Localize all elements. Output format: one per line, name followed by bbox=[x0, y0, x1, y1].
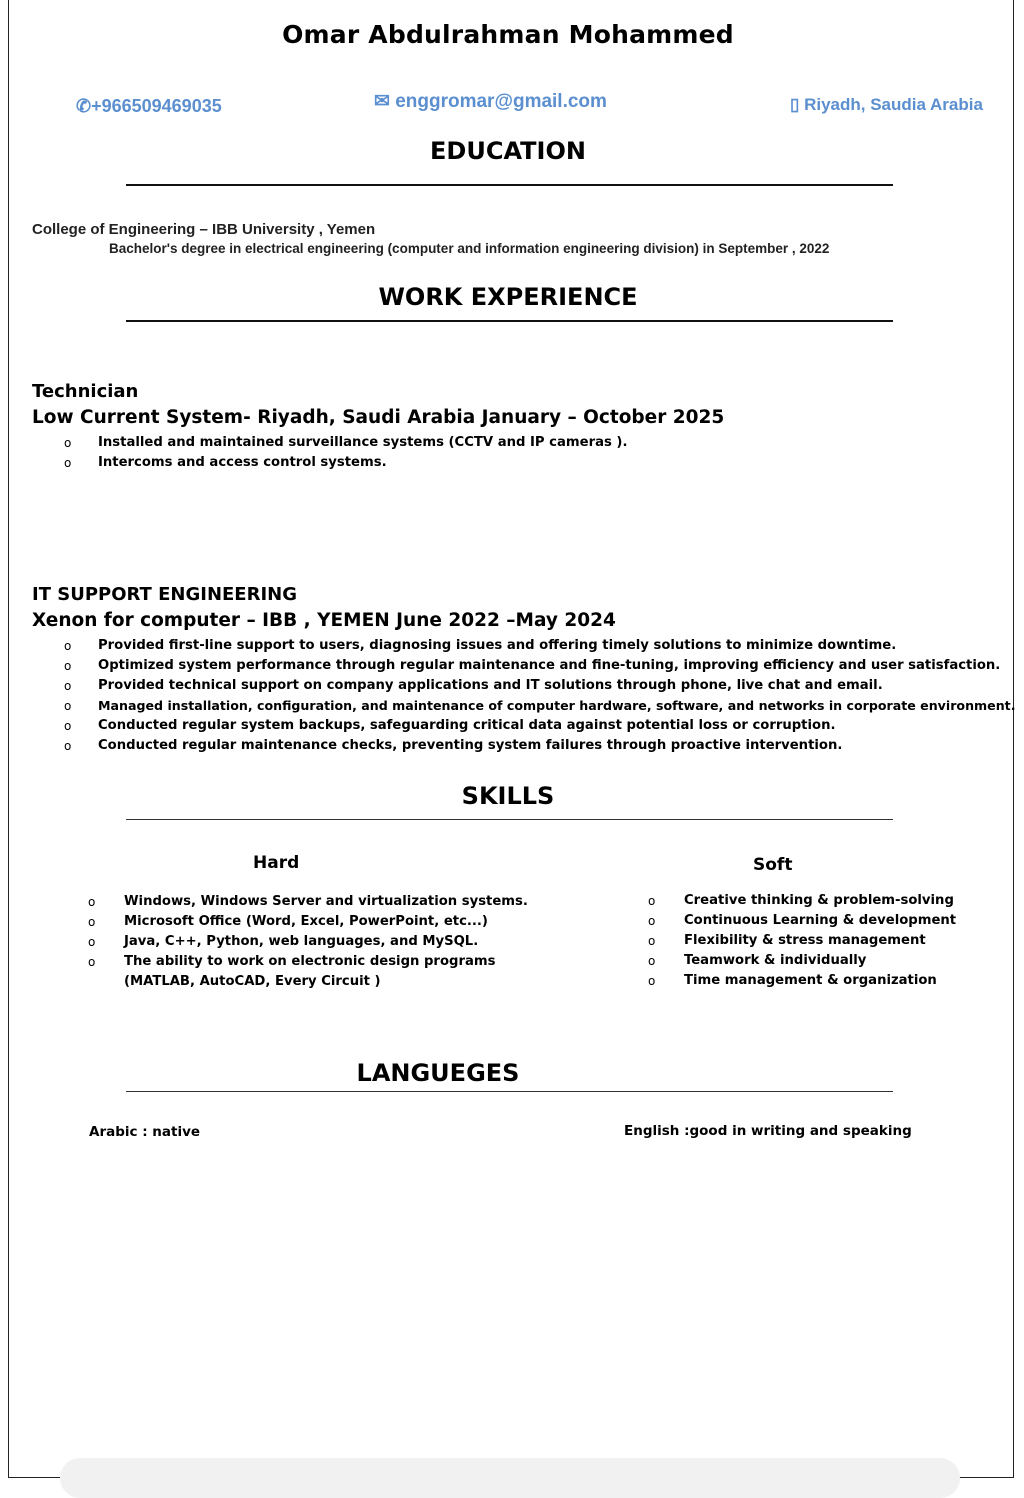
job-subtitle: Low Current System- Riyadh, Saudi Arabia January – October 2025 bbox=[32, 407, 725, 428]
email-contact[interactable]: ✉ enggromar@gmail.com bbox=[374, 91, 607, 112]
bullet-marker: o bbox=[648, 914, 656, 928]
language-english: English :good in writing and speaking bbox=[624, 1123, 912, 1139]
list-item: o Continuous Learning & development bbox=[648, 911, 956, 931]
list-item: o Flexibility & stress management bbox=[648, 931, 956, 951]
bullet-marker: o bbox=[64, 739, 72, 753]
list-item: o Intercoms and access control systems. bbox=[64, 453, 627, 473]
work-heading: WORK EXPERIENCE bbox=[378, 283, 638, 311]
job-subtitle: Xenon for computer – IBB , YEMEN June 2022 –May 2024 bbox=[32, 610, 616, 631]
skills-heading: SKILLS bbox=[461, 782, 555, 810]
bullet-marker: o bbox=[648, 894, 656, 908]
bullet-marker: o bbox=[88, 895, 96, 909]
skills-divider bbox=[126, 819, 893, 820]
list-item: o Conducted regular maintenance checks, preventing system failures through proactive intervention. bbox=[64, 736, 1015, 756]
job-bullets bbox=[64, 433, 627, 473]
bullet-marker: o bbox=[64, 436, 72, 450]
education-divider bbox=[126, 184, 893, 186]
job-bullets bbox=[64, 636, 1015, 756]
list-item: o Windows, Windows Server and virtualization systems. bbox=[88, 892, 528, 912]
language-arabic: Arabic : native bbox=[89, 1124, 201, 1140]
soft-skills-list bbox=[648, 891, 956, 991]
languages-divider bbox=[126, 1091, 893, 1092]
list-item: o Provided first-line support to users, diagnosing issues and offering timely solutions to minimize downtime. bbox=[64, 636, 1015, 656]
bullet-marker: o bbox=[64, 456, 72, 470]
list-item: o Time management & organization bbox=[648, 971, 956, 991]
list-item: o The ability to work on electronic design programs bbox=[88, 952, 528, 972]
list-item: o Conducted regular system backups, safeguarding critical data against potential loss or corruption. bbox=[64, 716, 1015, 736]
list-item: o Optimized system performance through regular maintenance and fine-tuning, improving efficiency and user satisfaction. bbox=[64, 656, 1015, 676]
bullet-marker: o bbox=[64, 659, 72, 673]
bullet-marker: o bbox=[64, 679, 72, 693]
list-item: o Installed and maintained surveillance systems (CCTV and IP cameras ). bbox=[64, 433, 627, 453]
education-institution: College of Engineering – IBB University , Yemen bbox=[32, 221, 376, 238]
list-item: o Microsoft Office (Word, Excel, PowerPoint, etc...) bbox=[88, 912, 528, 932]
bullet-marker: o bbox=[64, 719, 72, 733]
list-item: o Provided technical support on company applications and IT solutions through phone, live chat and email. bbox=[64, 676, 1015, 696]
list-item: o Managed installation, configuration, and maintenance of computer hardware, software, and networks in corporate environment. bbox=[64, 696, 1015, 716]
soft-skills-label: Soft bbox=[753, 855, 793, 875]
location-contact: ▯ Riyadh, Saudia Arabia bbox=[790, 95, 983, 114]
list-item: o Creative thinking & problem-solving bbox=[648, 891, 956, 911]
phone-contact[interactable]: ✆+966509469035 bbox=[76, 96, 222, 116]
education-heading: EDUCATION bbox=[430, 137, 586, 165]
work-divider bbox=[126, 320, 893, 322]
bullet-marker: o bbox=[648, 934, 656, 948]
list-item-continuation: (MATLAB, AutoCAD, Every Circuit ) bbox=[124, 974, 381, 989]
bullet-marker: o bbox=[88, 935, 96, 949]
bullet-marker: o bbox=[648, 954, 656, 968]
bullet-marker: o bbox=[64, 699, 72, 713]
candidate-name: Omar Abdulrahman Mohammed bbox=[282, 20, 734, 49]
bullet-marker: o bbox=[64, 639, 72, 653]
hard-skills-list bbox=[88, 892, 528, 992]
list-item: o Teamwork & individually bbox=[648, 951, 956, 971]
job-title: IT SUPPORT ENGINEERING bbox=[32, 584, 297, 605]
list-item: o Java, C++, Python, web languages, and MySQL. bbox=[88, 932, 528, 952]
education-degree: Bachelor's degree in electrical engineering (computer and information engineering division) in September , 2022 bbox=[109, 241, 830, 256]
bullet-marker: o bbox=[648, 974, 656, 988]
bullet-marker: o bbox=[88, 955, 96, 969]
bottom-overlay bbox=[60, 1458, 960, 1498]
job-title: Technician bbox=[32, 381, 139, 402]
hard-skills-label: Hard bbox=[253, 853, 300, 873]
languages-heading: LANGUEGES bbox=[356, 1059, 520, 1087]
bullet-marker: o bbox=[88, 915, 96, 929]
